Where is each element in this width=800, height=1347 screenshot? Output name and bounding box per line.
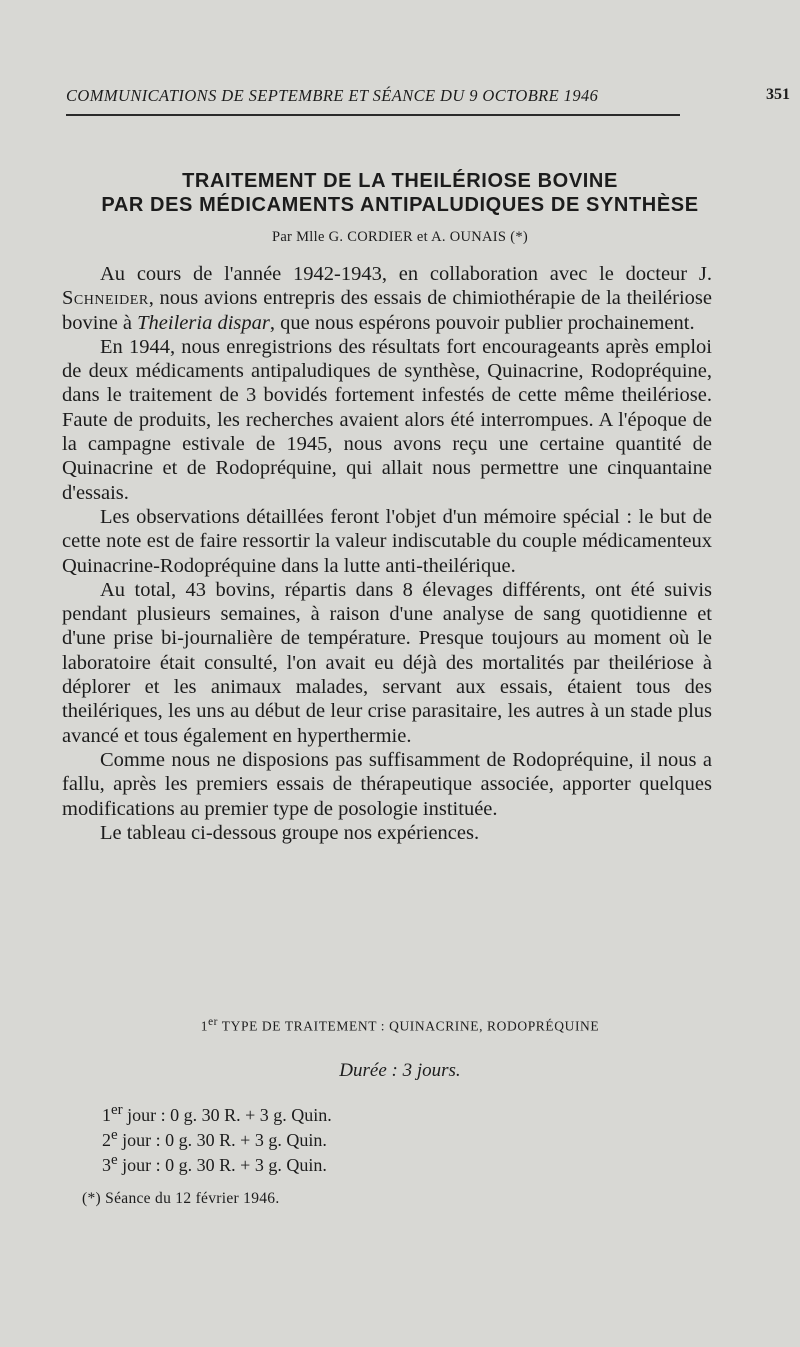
treatment-heading bbox=[0, 1016, 800, 1035]
dose-day-suffix: e bbox=[111, 1127, 118, 1143]
page-number: 351 bbox=[766, 86, 790, 103]
dose-text: jour : 0 g. 30 R. + 3 g. Quin. bbox=[122, 1155, 327, 1175]
paragraph-1 bbox=[62, 262, 712, 335]
paragraph-2: En 1944, nous enregistrions des résultats fort encourageants après emploi de deux médicaments antipaludiques de synthèse, Quinacrine, Rodopréquine, dans le traitement de 3 bovidés fortement infestés de cette même theilériose. Faute de produits, les recherches avaient alors été interrompues. A l'époque de la campagne estivale de 1945, nous avons reçu une certaine quantité de Quinacrine et de Rodopréquine, qui allait nous permettre une cinquantaine d'essais. bbox=[62, 335, 712, 504]
dose-day-suffix: e bbox=[111, 1152, 118, 1168]
paragraph-3: Les observations détaillées feront l'objet d'un mémoire spécial : le but de cette note est de faire ressortir la valeur indiscutable du couple médicamenteux Quinacrine-Rodopréquine dans la lutte anti-theilérique. bbox=[62, 505, 712, 577]
dose-text: jour : 0 g. 30 R. + 3 g. Quin. bbox=[127, 1105, 332, 1125]
footnote-marker: (*) bbox=[82, 1190, 101, 1207]
author-name-schneider: Schneider bbox=[62, 287, 149, 310]
article-authors: Par Mlle G. CORDIER et A. OUNAIS (*) bbox=[271, 229, 529, 245]
footnote-text: Séance du 12 février 1946. bbox=[105, 1190, 280, 1207]
footnote bbox=[82, 1190, 280, 1208]
treatment-number: 1 bbox=[200, 1018, 209, 1034]
paragraph-1-part-b: , nous avions entrepris des essais de chimiothérapie de la theilériose bovine à bbox=[62, 287, 712, 334]
dose-day: 2 bbox=[102, 1130, 111, 1150]
species-name: Theileria dispar bbox=[137, 311, 270, 334]
running-head: COMMUNICATIONS DE SEPTEMBRE ET SÉANCE DU 9 OCTOBRE 1946 bbox=[66, 86, 599, 105]
article-body bbox=[62, 262, 712, 845]
treatment-number-suffix: er bbox=[208, 1016, 219, 1028]
paragraph-1-part-a: Au cours de l'année 1942-1943, en collaboration avec le docteur J. bbox=[100, 263, 712, 285]
treatment-heading-text: TYPE DE TRAITEMENT : QUINACRINE, RODOPRÉQUINE bbox=[221, 1018, 600, 1034]
paragraph-4: Au total, 43 bovins, répartis dans 8 élevages différents, ont été suivis pendant plusieurs semaines, à raison d'une analyse de sang quotidienne et d'une prise bi-journalière de température. Presque toujours au moment où le laboratoire était consulté, l'on avait eu déjà des mortalités par theilériose à déplorer et les animaux malades, servant aux essais, étaient tous des theilériques, les uns au début de leur crise parasitaire, les autres à un stade plus avancé et tous également en hyperthermie. bbox=[62, 578, 712, 747]
dose-row bbox=[102, 1150, 332, 1175]
article-title-line-2: PAR DES MÉDICAMENTS ANTIPALUDIQUES DE SYNTHÈSE bbox=[101, 194, 699, 216]
dose-row bbox=[102, 1100, 332, 1125]
paragraph-5: Comme nous ne disposions pas suffisamment de Rodopréquine, il nous a fallu, après les premiers essais de thérapeutique associée, apporter quelques modifications au premier type de posologie instituée. bbox=[62, 748, 712, 820]
dose-text: jour : 0 g. 30 R. + 3 g. Quin. bbox=[122, 1130, 327, 1150]
header-rule bbox=[66, 114, 680, 116]
dose-day-suffix: er bbox=[111, 1102, 123, 1118]
paragraph-6: Le tableau ci-dessous groupe nos expériences. bbox=[100, 821, 480, 844]
article-title-line-1: TRAITEMENT DE LA THEILÉRIOSE BOVINE bbox=[182, 170, 618, 192]
dose-list bbox=[102, 1100, 332, 1175]
dose-day: 3 bbox=[102, 1155, 111, 1175]
treatment-duration: Durée : 3 jours. bbox=[339, 1060, 461, 1081]
dose-row bbox=[102, 1125, 332, 1150]
dose-day: 1 bbox=[102, 1105, 111, 1125]
paragraph-1-part-c: , que nous espérons pouvoir publier prochainement. bbox=[269, 311, 695, 334]
